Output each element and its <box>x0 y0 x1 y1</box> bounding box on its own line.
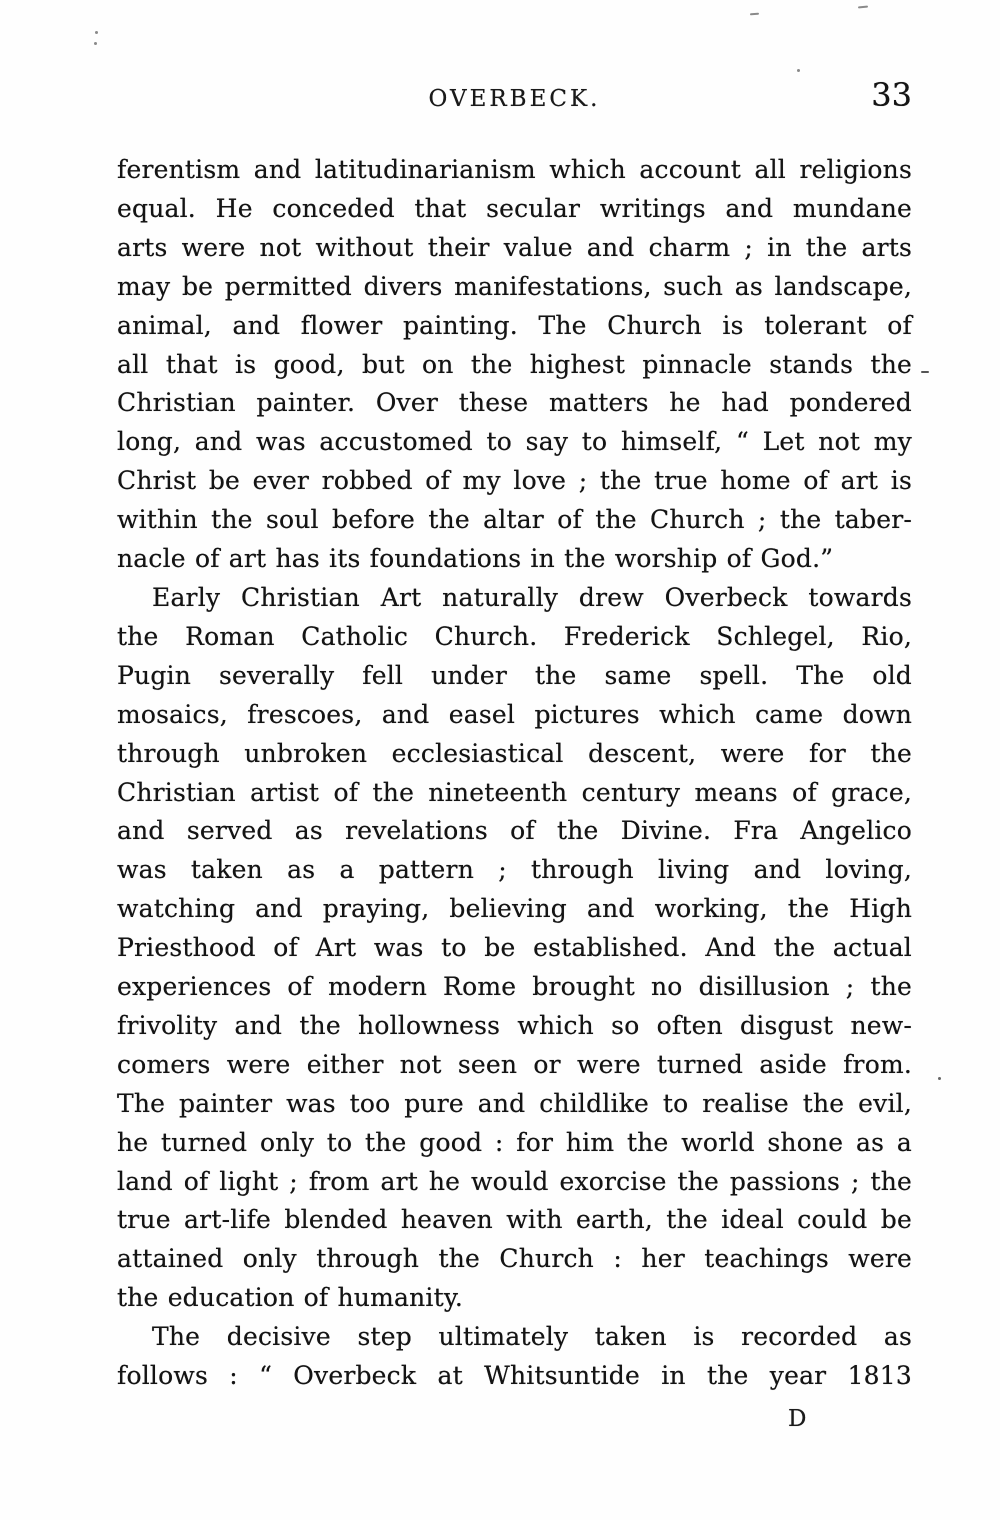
scan-artifact <box>938 1077 941 1080</box>
scan-artifact <box>750 13 759 16</box>
paragraph <box>117 579 912 1318</box>
text-line: ferentism and latitudinarianism which account all religions <box>117 155 912 184</box>
text-line: equal. He conceded that secular writings and mundane <box>117 193 912 223</box>
text-line: attained only through the Church : her teachings were <box>117 1244 912 1274</box>
text-line: Early Christian Art naturally drew Overbeck towards <box>152 582 912 612</box>
text-line: animal, and flower painting. The Church is tolerant of <box>117 310 912 340</box>
text-line: mosaics, frescoes, and easel pictures which came down <box>117 699 912 729</box>
text-line: and served as revelations of the Divine. Fra Angelico <box>117 816 912 846</box>
text-line: the education of humanity. <box>117 1283 463 1313</box>
text-line: The decisive step ultimately taken is recorded as <box>152 1322 912 1352</box>
scan-artifact <box>921 371 929 373</box>
paragraph <box>117 151 912 579</box>
text-line: comers were either not seen or were turned aside from. <box>117 1049 912 1079</box>
page-number: 33 <box>871 76 912 114</box>
text-line: within the soul before the altar of the Church ; the taber- <box>117 505 912 535</box>
scan-artifact <box>797 69 800 72</box>
text-line: Priesthood of Art was to be established. And the actual <box>117 933 912 963</box>
paragraph <box>117 1318 912 1396</box>
text-line: arts were not without their value and charm ; in the arts <box>117 232 912 262</box>
text-line: may be permitted divers manifestations, such as landscape, <box>117 271 912 301</box>
text-column <box>117 151 912 1396</box>
text-line: frivolity and the hollowness which so often disgust new- <box>117 1010 912 1040</box>
text-line: Christian artist of the nineteenth century means of grace, <box>117 777 912 807</box>
text-line: Christian painter. Over these matters he had pondered <box>117 388 912 418</box>
text-line: land of light ; from art he would exorcise the passions ; the <box>117 1166 912 1196</box>
text-line: the Roman Catholic Church. Frederick Schlegel, Rio, <box>117 621 912 651</box>
text-line: The painter was too pure and childlike to realise the evil, <box>117 1088 912 1118</box>
text-line: watching and praying, believing and working, the High <box>117 894 912 924</box>
text-line: all that is good, but on the highest pinnacle stands the <box>117 349 912 379</box>
scan-artifact <box>95 31 98 34</box>
scan-artifact <box>858 5 868 8</box>
text-line: was taken as a pattern ; through living and loving, <box>117 855 912 885</box>
text-line: experiences of modern Rome brought no disillusion ; the <box>117 972 912 1002</box>
text-line: through unbroken ecclesiastical descent, were for the <box>117 738 912 768</box>
text-line: follows : “ Overbeck at Whitsuntide in the year 1813 <box>117 1361 912 1391</box>
running-header-title: OVERBECK. <box>428 86 601 112</box>
text-line: long, and was accustomed to say to himself, “ Let not my <box>117 427 912 457</box>
printer-signature-mark: D <box>788 1406 807 1432</box>
scan-artifact <box>94 42 97 45</box>
text-line: Christ be ever robbed of my love ; the true home of art is <box>117 466 912 496</box>
text-line: Pugin severally fell under the same spell. The old <box>117 660 912 690</box>
text-line: he turned only to the good : for him the world shone as a <box>117 1127 912 1157</box>
text-line: true art-life blended heaven with earth, the ideal could be <box>117 1205 912 1235</box>
text-line: nacle of art has its foundations in the worship of God.” <box>117 544 834 574</box>
